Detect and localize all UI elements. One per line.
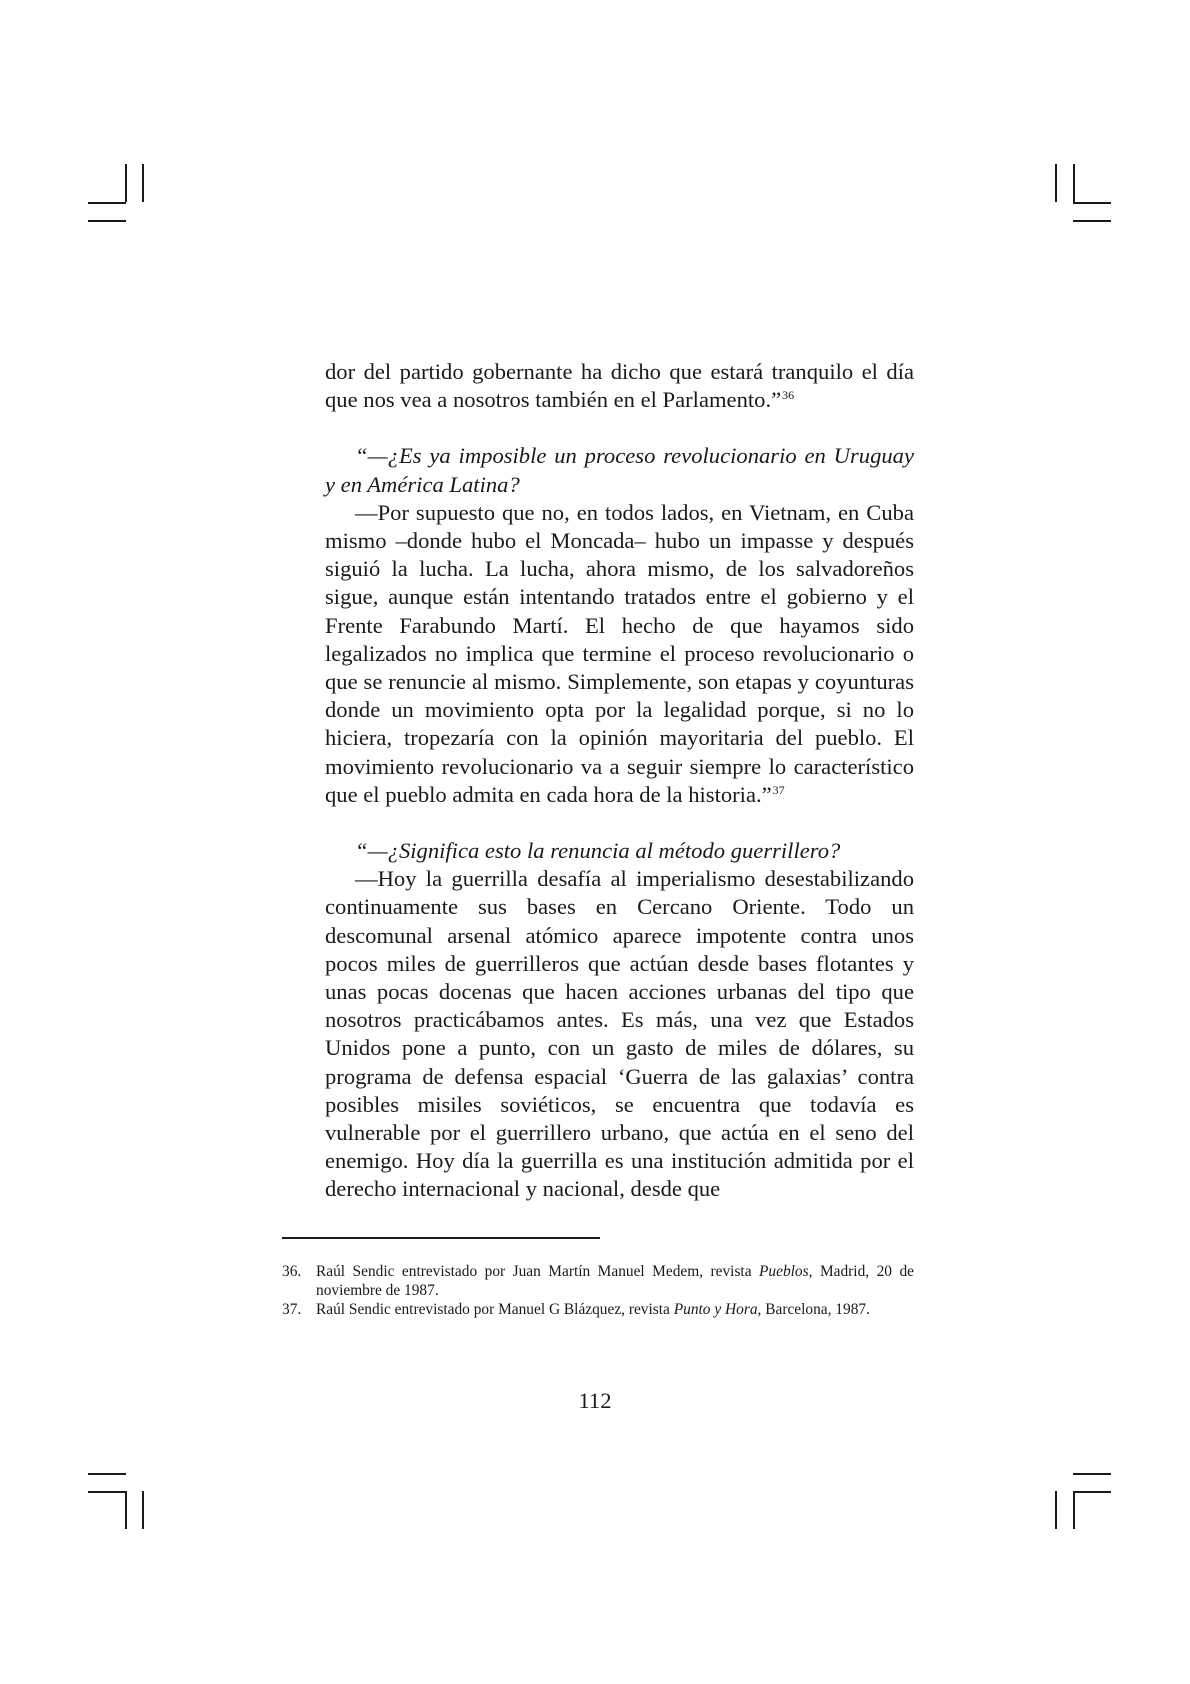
crop-mark [1073, 1491, 1075, 1529]
crop-mark [1073, 1473, 1111, 1475]
crop-mark [125, 164, 127, 202]
footnote-ref: 37 [772, 782, 785, 797]
interview-question: “—¿Significa esto la renuncia al método guerrillero? [355, 838, 841, 864]
paragraph: dor del partido gobernante ha dicho que estará tranquilo el día que nos vea a nosotros también en el Parlamento.”$^{36}$ [325, 359, 914, 413]
footnotes [282, 1262, 914, 1319]
footnote [282, 1262, 914, 1300]
crop-mark [142, 1491, 144, 1529]
body-text [325, 358, 914, 1204]
footnote-text: Raúl Sendic entrevistado por Juan Martín Manuel Medem, revista Pueblos, Madrid, 20 de noviembre de 1987. [316, 1263, 914, 1299]
crop-mark [88, 202, 126, 204]
footnote-rule [282, 1237, 600, 1239]
crop-mark [1073, 220, 1111, 222]
crop-mark [1055, 1491, 1057, 1529]
page-number: 112 [578, 1388, 612, 1413]
footnote [282, 1300, 914, 1319]
footnote-number: 36. [282, 1263, 302, 1280]
crop-mark [88, 1473, 126, 1475]
crop-mark [125, 1491, 127, 1529]
interview-answer: —Hoy la guerrilla desafía al imperialismo desestabilizando continuamente sus bases en Cercano Oriente. Todo un descomunal arsenal atómico aparece impotente contra unos pocos miles de guerrilleros que actúan desde bases flotantes y unas pocas docenas que hacen acciones urbanas del tipo que nosotros practicábamos antes. Es más, una vez que Estados Unidos pone a punto, con un gasto de miles de dólares, su programa de defensa espacial ‘Guerra de las galaxias’ contra posibles misiles soviéticos, se encuentra que todavía es vulnerable por el guerrillero urbano, que actúa en el seno del enemigo. Hoy día la guerrilla es una institución admitida por el derecho internacional y nacional, desde que [325, 866, 914, 1202]
crop-mark [1055, 164, 1057, 202]
footnote-text: Raúl Sendic entrevistado por Manuel G Blázquez, revista Punto y Hora, Barcelona, 1987. [316, 1301, 870, 1318]
interview-answer: —Por supuesto que no, en todos lados, en Vietnam, en Cuba mismo –donde hubo el Moncada– hubo un impasse y después siguió la lucha. La lucha, ahora mismo, de los salvadoreños sigue, aunque están intentando tratados entre el gobierno y el Frente Farabundo Martí. El hecho de que hayamos sido legalizados no implica que termine el proceso revolucionario o que se renuncie al mismo. Simplemente, son etapas y coyunturas donde un movimiento opta por la legalidad porque, si no lo hiciera, tropezaría con la opinión mayoritaria del pueblo. El movimiento revolucionario va a seguir siempre lo característico que el pueblo admita en cada hora de la historia.”$^{37}$ [325, 499, 914, 807]
footnote-ref: 36 [782, 388, 795, 403]
crop-mark [142, 164, 144, 202]
crop-mark [1073, 1491, 1111, 1493]
crop-mark [1073, 202, 1111, 204]
crop-mark [88, 1491, 126, 1493]
crop-mark [1073, 164, 1075, 202]
crop-mark [88, 220, 126, 222]
interview-question: “—¿Es ya imposible un proceso revolucionario en Uruguay y en América Latina? [325, 443, 914, 497]
footnote-number: 37. [282, 1301, 302, 1318]
